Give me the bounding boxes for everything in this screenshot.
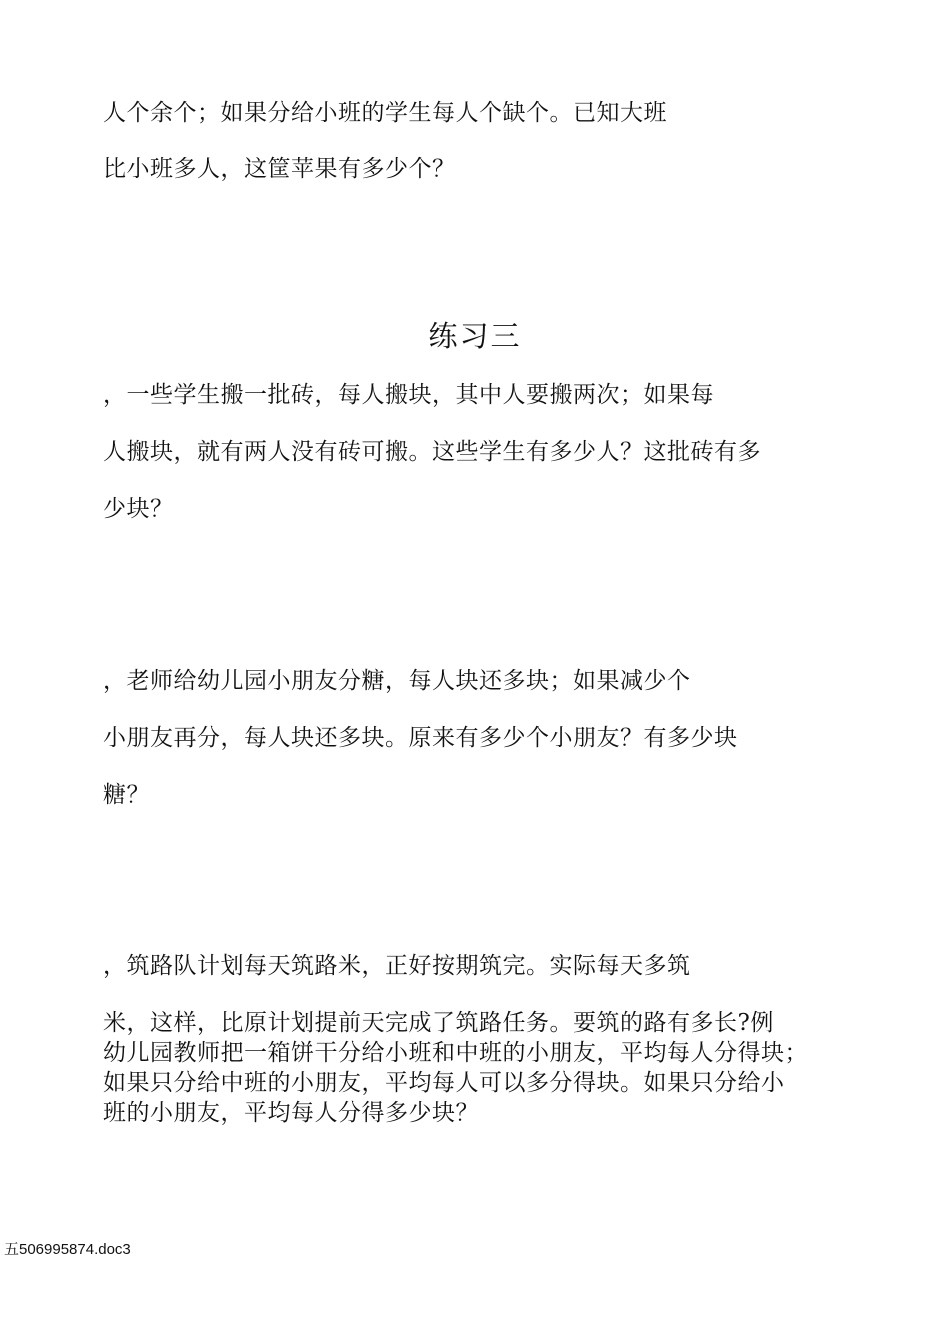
problem1-line-2: 人搬块，就有两人没有砖可搬。这些学生有多少人？这批砖有多 xyxy=(103,439,761,465)
problem1-line-1: ，一些学生搬一批砖，每人搬块，其中人要搬两次；如果每 xyxy=(103,382,714,408)
problem3-line-5: 班的小朋友，平均每人分得多少块？ xyxy=(103,1100,479,1126)
intro-line-2: 比小班多人，这筐苹果有多少个？ xyxy=(103,156,456,182)
intro-line-1: 人个余个；如果分给小班的学生每人个缺个。已知大班 xyxy=(103,100,667,126)
problem1-line-3: 少块？ xyxy=(103,496,174,522)
problem2-line-3: 糖？ xyxy=(103,782,150,808)
problem2-line-2: 小朋友再分，每人块还多块。原来有多少个小朋友？有多少块 xyxy=(103,725,738,751)
problem3-line-3: 幼儿园教师把一箱饼干分给小班和中班的小朋友，平均每人分得块； xyxy=(103,1040,808,1066)
section-title: 练习三 xyxy=(428,319,522,353)
footer-filename: 五506995874.doc3 xyxy=(4,1241,131,1258)
problem3-line-2: 米，这样，比原计划提前天完成了筑路任务。要筑的路有多长?例 xyxy=(103,1010,774,1036)
problem3-line-4: 如果只分给中班的小朋友，平均每人可以多分得块。如果只分给小 xyxy=(103,1070,785,1096)
problem2-line-1: ，老师给幼儿园小朋友分糖，每人块还多块；如果减少个 xyxy=(103,668,691,694)
problem3-line-1: ，筑路队计划每天筑路米，正好按期筑完。实际每天多筑 xyxy=(103,953,691,979)
